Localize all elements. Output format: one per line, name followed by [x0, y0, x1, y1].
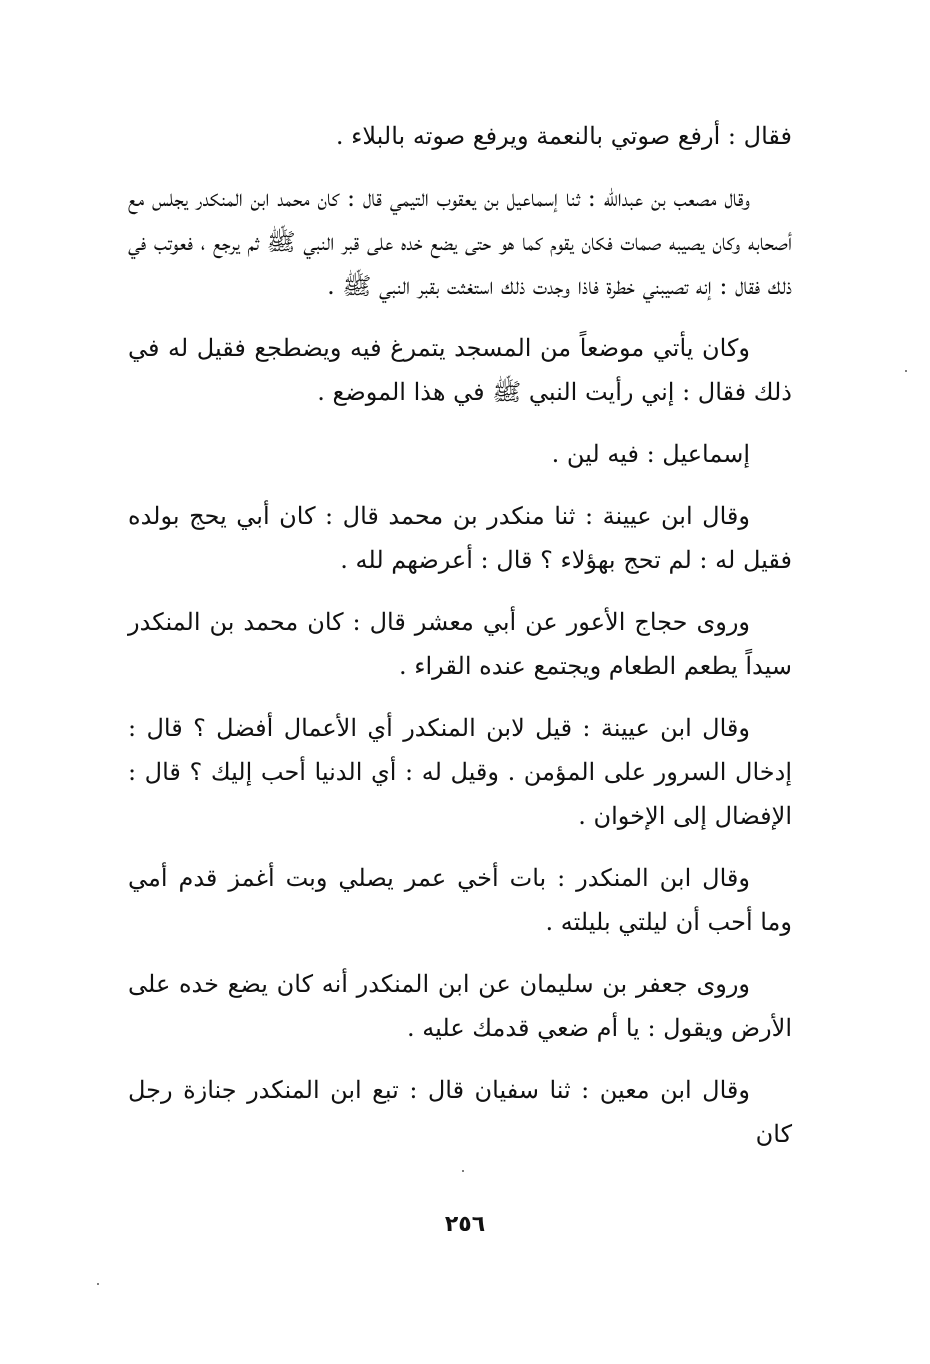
page-number: ٢٥٦ — [444, 1212, 486, 1237]
paragraph: وروى حجاج الأعور عن أبي معشر قال : كان محمد بن المنكدر سيداً يطعم الطعام ويجتمع عنده القراء . — [128, 608, 792, 680]
paragraph: وقال ابن عيينة : قيل لابن المنكدر أي الأعمال أفضل ؟ قال : إدخال السرور على المؤمن . وقيل له : أي الدنيا أحب إليك ؟ قال : الإفضال إلى الإخوان . — [128, 714, 792, 830]
scan-speck — [462, 1170, 464, 1172]
paragraph: وروى جعفر بن سليمان عن ابن المنكدر أنه كان يضع خده على الأرض ويقول : يا أم ضعي قدمك عليه . — [128, 970, 792, 1042]
paragraph: وقال مصعب بن عبدالله : ثنا إسماعيل بن يعقوب التيمي قال : كان محمد ابن المنكدر يجلس مع أصحابه وكان يصيبه صمات فكان يقوم كما هو حتى يضع خده على قبر النبي ﷺ ثم يرجع ، فعوتب في ذلك فقال : إنه تصيبني خطرة فاذا وجدت ذلك استغثت بقبر النبي ﷺ . — [128, 184, 792, 300]
paragraph: وكان يأتي موضعاً من المسجد يتمرغ فيه ويضطجع فقيل له في ذلك فقال : إني رأيت النبي ﷺ في هذا الموضع . — [128, 334, 792, 406]
paragraph: إسماعيل : فيه لين . — [551, 440, 750, 468]
paragraph: وقال ابن المنكدر : بات أخي عمر يصلي وبت أغمز قدم أمي وما أحب أن ليلتي بليلته . — [128, 864, 792, 936]
scan-speck — [905, 370, 907, 372]
body-text — [128, 114, 792, 1174]
paragraph: فقال : أرفع صوتي بالنعمة ويرفع صوته بالبلاء . — [335, 122, 792, 150]
paragraph: وقال ابن عيينة : ثنا منكدر بن محمد قال : كان أبي يحج بولده فقيل له : لم تحج بهؤلاء ؟ قال : أعرضهم لله . — [128, 502, 792, 574]
scan-speck — [97, 1283, 99, 1285]
paragraph: وقال ابن معين : ثنا سفيان قال : تبع ابن المنكدر جنازة رجل كان — [128, 1076, 792, 1148]
